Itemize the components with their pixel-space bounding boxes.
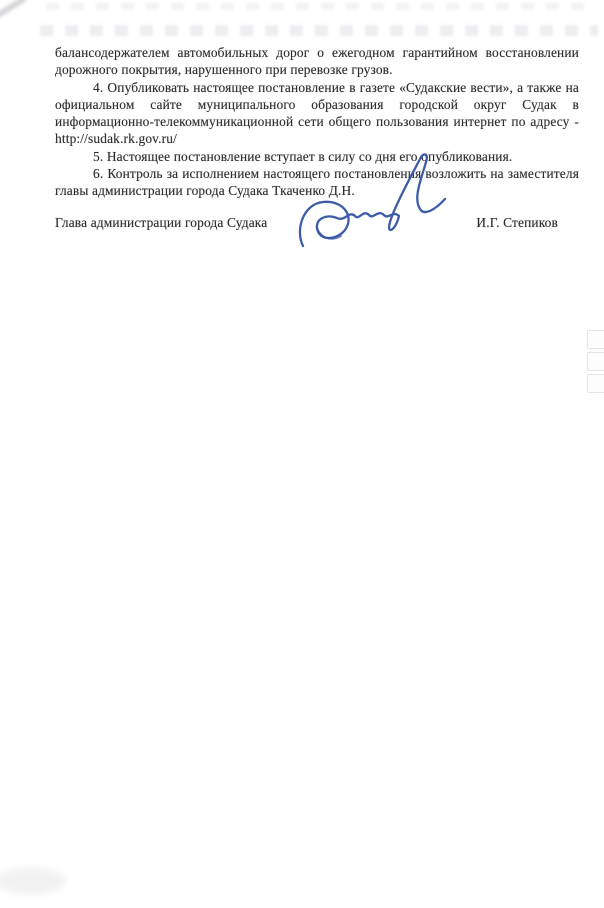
signoff-row: [55, 215, 558, 231]
text-line: балансодержателем автомобильных дорог о ежегодном гарантийном восстановлении: [55, 45, 579, 60]
text-line-url: http://sudak.rk.gov.ru/: [55, 131, 177, 147]
text-line-item-4: 4. Опубликовать настоящее постановление в газете «Судакские вести», а также на: [93, 79, 579, 95]
text-line: дорожного покрытия, нарушенного при перевозке грузов.: [55, 62, 393, 78]
text-line: информационно-телекоммуникационной сети общего пользования интернет по адресу -: [55, 114, 579, 130]
document-text-block: [55, 44, 579, 200]
signoff-title: Глава администрации города Судака: [55, 215, 268, 230]
text-line: официальном сайте муниципального образования городской округ Судак в: [55, 96, 579, 112]
signoff-name: И.Г. Степиков: [476, 215, 558, 230]
edge-widget-button[interactable]: [587, 330, 604, 349]
scan-smudge: [0, 868, 66, 894]
text-line-item-5: 5. Настоящее постановление вступает в силу со дня его опубликования.: [93, 148, 513, 164]
faded-text-remnant: [40, 25, 598, 36]
edge-widget-button[interactable]: [587, 374, 604, 393]
text-line-item-6: 6. Контроль за исполнением настоящего постановления возложить на заместителя: [93, 166, 579, 182]
faded-text-remnant: [46, 3, 592, 10]
scan-smudge: [0, 0, 27, 19]
edge-widget-button[interactable]: [587, 352, 604, 371]
text-line: главы администрации города Судака Ткаченко Д.Н.: [55, 183, 355, 199]
edge-widget-panel: [587, 330, 604, 393]
